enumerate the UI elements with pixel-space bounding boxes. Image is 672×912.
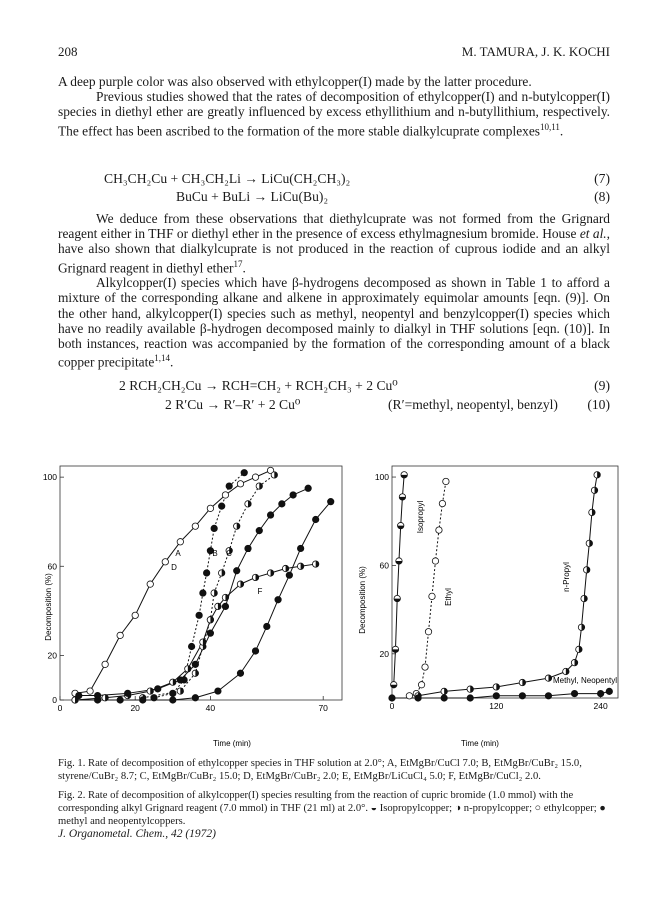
equation-8: BuCu + BuLi → LiCu(Bu)₂ [176, 189, 329, 204]
data-point [305, 485, 311, 491]
y-tick-label: 20 [379, 648, 389, 659]
series-label: F [257, 587, 263, 596]
data-point [589, 509, 595, 515]
data-point [519, 693, 525, 699]
data-point [185, 666, 191, 672]
data-point [147, 688, 153, 694]
y-tick-label: 100 [374, 472, 389, 483]
data-point [117, 697, 123, 703]
data-point [177, 688, 183, 694]
data-point [594, 472, 600, 478]
figure-1-chart [42, 452, 352, 756]
data-point [597, 690, 603, 696]
data-point [94, 692, 100, 698]
data-point [102, 695, 108, 701]
data-point [132, 612, 138, 618]
data-point [207, 630, 213, 636]
series-line-d [75, 502, 331, 700]
paragraph-3: We deduce from these observations that diethylcuprate was not formed from the Grignard reagent either in THF or diethyl ether in the presence of excess ethylmagnesium bromide. House et al., have also shown that dialkylcuprate is not produced in the reaction of cuprous iodide and an alkyl Grignard reagent in diethyl ether$^{17}$. [58, 211, 610, 276]
data-point [279, 501, 285, 507]
fig1-x-axis-label: Time (min) [213, 739, 251, 748]
data-point [441, 695, 447, 701]
data-point [275, 597, 281, 603]
fig2-y-axis-label: Decomposition (%) [358, 566, 367, 634]
data-point [397, 522, 403, 528]
data-point [188, 643, 194, 649]
data-point [218, 570, 224, 576]
paragraph-4: Alkylcopper(I) species which have β-hydrogens decomposed as shown in Table 1 to afford a mixture of the corresponding alkane and alkene in approximately equimolar amounts [eqn. (9)]. On the other hand, alkylcopper(I) species such as methyl, neopentyl and benzylcopper(I) species which have no readily available β-hydrogen decomposed mainly to dialkyl in THF solutions [eqn. (10)]. In both instances, reaction was accompanied by the formation of the corresponding amount of a black copper precipitate$^{1,14}$. [58, 275, 610, 370]
data-point [576, 646, 582, 652]
data-point [493, 684, 499, 690]
series-label: A [175, 549, 181, 558]
data-point [312, 561, 318, 567]
y-tick-label: 0 [52, 695, 57, 705]
y-tick-label: 20 [47, 650, 57, 661]
equation-10: 2 R′Cu → R′–R′ + 2 Cu⁰ [165, 397, 301, 412]
data-point [124, 690, 130, 696]
data-point [211, 590, 217, 596]
data-point [422, 664, 428, 670]
data-point [493, 693, 499, 699]
series-label: D [171, 563, 177, 572]
data-point [87, 688, 93, 694]
data-point [177, 539, 183, 545]
x-tick-label: 120 [489, 701, 504, 711]
ref-superscript: 10,11 [540, 121, 560, 132]
data-point [545, 693, 551, 699]
data-point [563, 668, 569, 674]
equation-9-number: (9) [594, 378, 610, 393]
figure-1-caption: Fig. 1. Rate of decomposition of ethylcopper species in THF solution at 2.0°; A, EtMgBr/CuCl 7.0; B, EtMgBr/CuBr₂ 15.0, styrene/CuBr₂ 8.7; C, EtMgBr/CuBr₂ 15.0; D, EtMgBr/CuBr₂ 2.0; E, EtMgBr/LiCuCl₄ 5.0; F, EtMgBr/CuCl₂ 2.0. [58, 758, 582, 782]
data-point [401, 472, 407, 478]
data-point [155, 686, 161, 692]
data-point [170, 690, 176, 696]
data-point [584, 567, 590, 573]
figure-2-caption: Fig. 2. Rate of decomposition of alkylcopper(I) species resulting from the reaction of cupric bromide (1.0 mmol) with the corresponding alkyl Grignard reagent (7.0 mmol) in THF (21 ml) at 2.0°. ◒ Isopropylcopper; ◑ n-propylcopper; ○ ethylcopper; ● methyl and neopentylcoppers. [58, 790, 606, 827]
data-point [578, 624, 584, 630]
data-point [252, 474, 258, 480]
journal-footer: J. Organometal. Chem., 42 (1972) [58, 828, 216, 840]
data-point [252, 648, 258, 654]
data-point [256, 527, 262, 533]
figure-2-chart [356, 452, 632, 756]
data-point [571, 690, 577, 696]
equation-9: 2 RCH₂CH₂Cu → RCH=CH₂ + RCH₂CH₃ + 2 Cu⁰ [119, 378, 398, 393]
equation-10-number: (10) [587, 397, 610, 412]
data-point [203, 570, 209, 576]
data-point [586, 540, 592, 546]
data-point [545, 675, 551, 681]
data-point [177, 677, 183, 683]
data-point [429, 593, 435, 599]
fig1-y-axis-label: Decomposition (%) [44, 573, 53, 641]
data-point [264, 623, 270, 629]
data-point [519, 679, 525, 685]
data-point [211, 525, 217, 531]
series-label: Isopropyl [416, 500, 425, 534]
data-point [606, 688, 612, 694]
data-point [297, 563, 303, 569]
data-point [234, 568, 240, 574]
series-label: Ethyl [444, 588, 453, 606]
running-header: M. TAMURA, J. K. KOCHI [461, 44, 610, 59]
body-text-2 [58, 211, 610, 370]
data-point [282, 565, 288, 571]
data-point [418, 682, 424, 688]
data-point [396, 558, 402, 564]
data-point [140, 697, 146, 703]
data-point [237, 581, 243, 587]
data-point [256, 483, 262, 489]
data-point [391, 682, 397, 688]
data-point [392, 646, 398, 652]
data-point [290, 492, 296, 498]
equation-10-conditions: (R′=methyl, neopentyl, benzyl) [388, 397, 558, 412]
y-tick-label: 100 [42, 472, 57, 483]
data-point [215, 603, 221, 609]
y-tick-label: 60 [379, 560, 389, 571]
series-label: B [212, 549, 218, 558]
data-point [389, 695, 395, 701]
x-tick-label: 0 [389, 701, 395, 711]
data-point [467, 695, 473, 701]
data-point [591, 487, 597, 493]
data-point [222, 492, 228, 498]
data-point [215, 688, 221, 694]
data-point [196, 612, 202, 618]
data-point [252, 574, 258, 580]
series-label: n-Propyl [562, 562, 571, 592]
data-point [286, 572, 292, 578]
series-line-isopropyl [394, 475, 404, 685]
data-point [415, 695, 421, 701]
data-point [200, 590, 206, 596]
data-point [245, 545, 251, 551]
series-line-e [75, 564, 316, 700]
data-point [102, 661, 108, 667]
data-point [218, 503, 224, 509]
data-point [76, 692, 82, 698]
data-point [328, 498, 334, 504]
data-point [467, 686, 473, 692]
data-point [267, 570, 273, 576]
data-point [432, 558, 438, 564]
data-point [245, 501, 251, 507]
data-point [207, 617, 213, 623]
x-tick-label: 40 [205, 703, 216, 713]
equation-7: CH₃CH₂Cu + CH₃CH₂Li → LiCu(CH₂CH₃)₂ [104, 171, 351, 186]
data-point [151, 695, 157, 701]
data-point [241, 469, 247, 475]
paragraph-2: Previous studies showed that the rates of decomposition of ethylcopper(I) and n-butylcopper(I) species in diethyl ether are greatly influenced by excess ethyllithium and n-butyllithium, respectively. The effect has been ascribed to the formation of the more stable dialkylcuprate complexes$^{10,11}$. [58, 89, 610, 139]
data-point [192, 661, 198, 667]
data-point [443, 478, 449, 484]
data-point [271, 472, 277, 478]
data-point [170, 679, 176, 685]
data-point [234, 523, 240, 529]
data-point [394, 595, 400, 601]
data-point [192, 523, 198, 529]
data-point [147, 581, 153, 587]
data-point [237, 670, 243, 676]
series-line-ethyl [409, 481, 446, 695]
data-point [439, 500, 445, 506]
data-point [170, 697, 176, 703]
x-tick-label: 0 [57, 703, 63, 713]
paragraph-1: A deep purple color was also observed with ethylcopper(I) made by the latter procedure. [58, 74, 532, 89]
x-tick-label: 240 [593, 701, 608, 711]
data-point [436, 527, 442, 533]
data-point [162, 559, 168, 565]
x-tick-label: 70 [318, 703, 328, 713]
equation-8-number: (8) [594, 189, 610, 204]
data-point [226, 483, 232, 489]
data-point [399, 494, 405, 500]
data-point [425, 629, 431, 635]
data-point [192, 670, 198, 676]
data-point [222, 603, 228, 609]
data-point [192, 695, 198, 701]
data-point [267, 512, 273, 518]
series-label: C [226, 549, 232, 558]
data-point [207, 505, 213, 511]
x-tick-label: 20 [130, 703, 140, 713]
data-point [406, 693, 412, 699]
data-point [117, 632, 123, 638]
y-tick-label: 60 [47, 561, 57, 572]
page-number: 208 [58, 44, 78, 59]
data-point [571, 659, 577, 665]
series-label: Methyl, Neopentyl [552, 676, 617, 685]
data-point [222, 594, 228, 600]
data-point [237, 481, 243, 487]
data-point [441, 688, 447, 694]
body-text-1 [58, 74, 610, 138]
data-point [581, 595, 587, 601]
data-point [200, 639, 206, 645]
fig2-x-axis-label: Time (min) [461, 739, 499, 748]
equation-7-number: (7) [594, 171, 610, 186]
plot-frame [392, 466, 618, 698]
data-point [297, 545, 303, 551]
data-point [312, 516, 318, 522]
series-line-b [154, 473, 244, 698]
